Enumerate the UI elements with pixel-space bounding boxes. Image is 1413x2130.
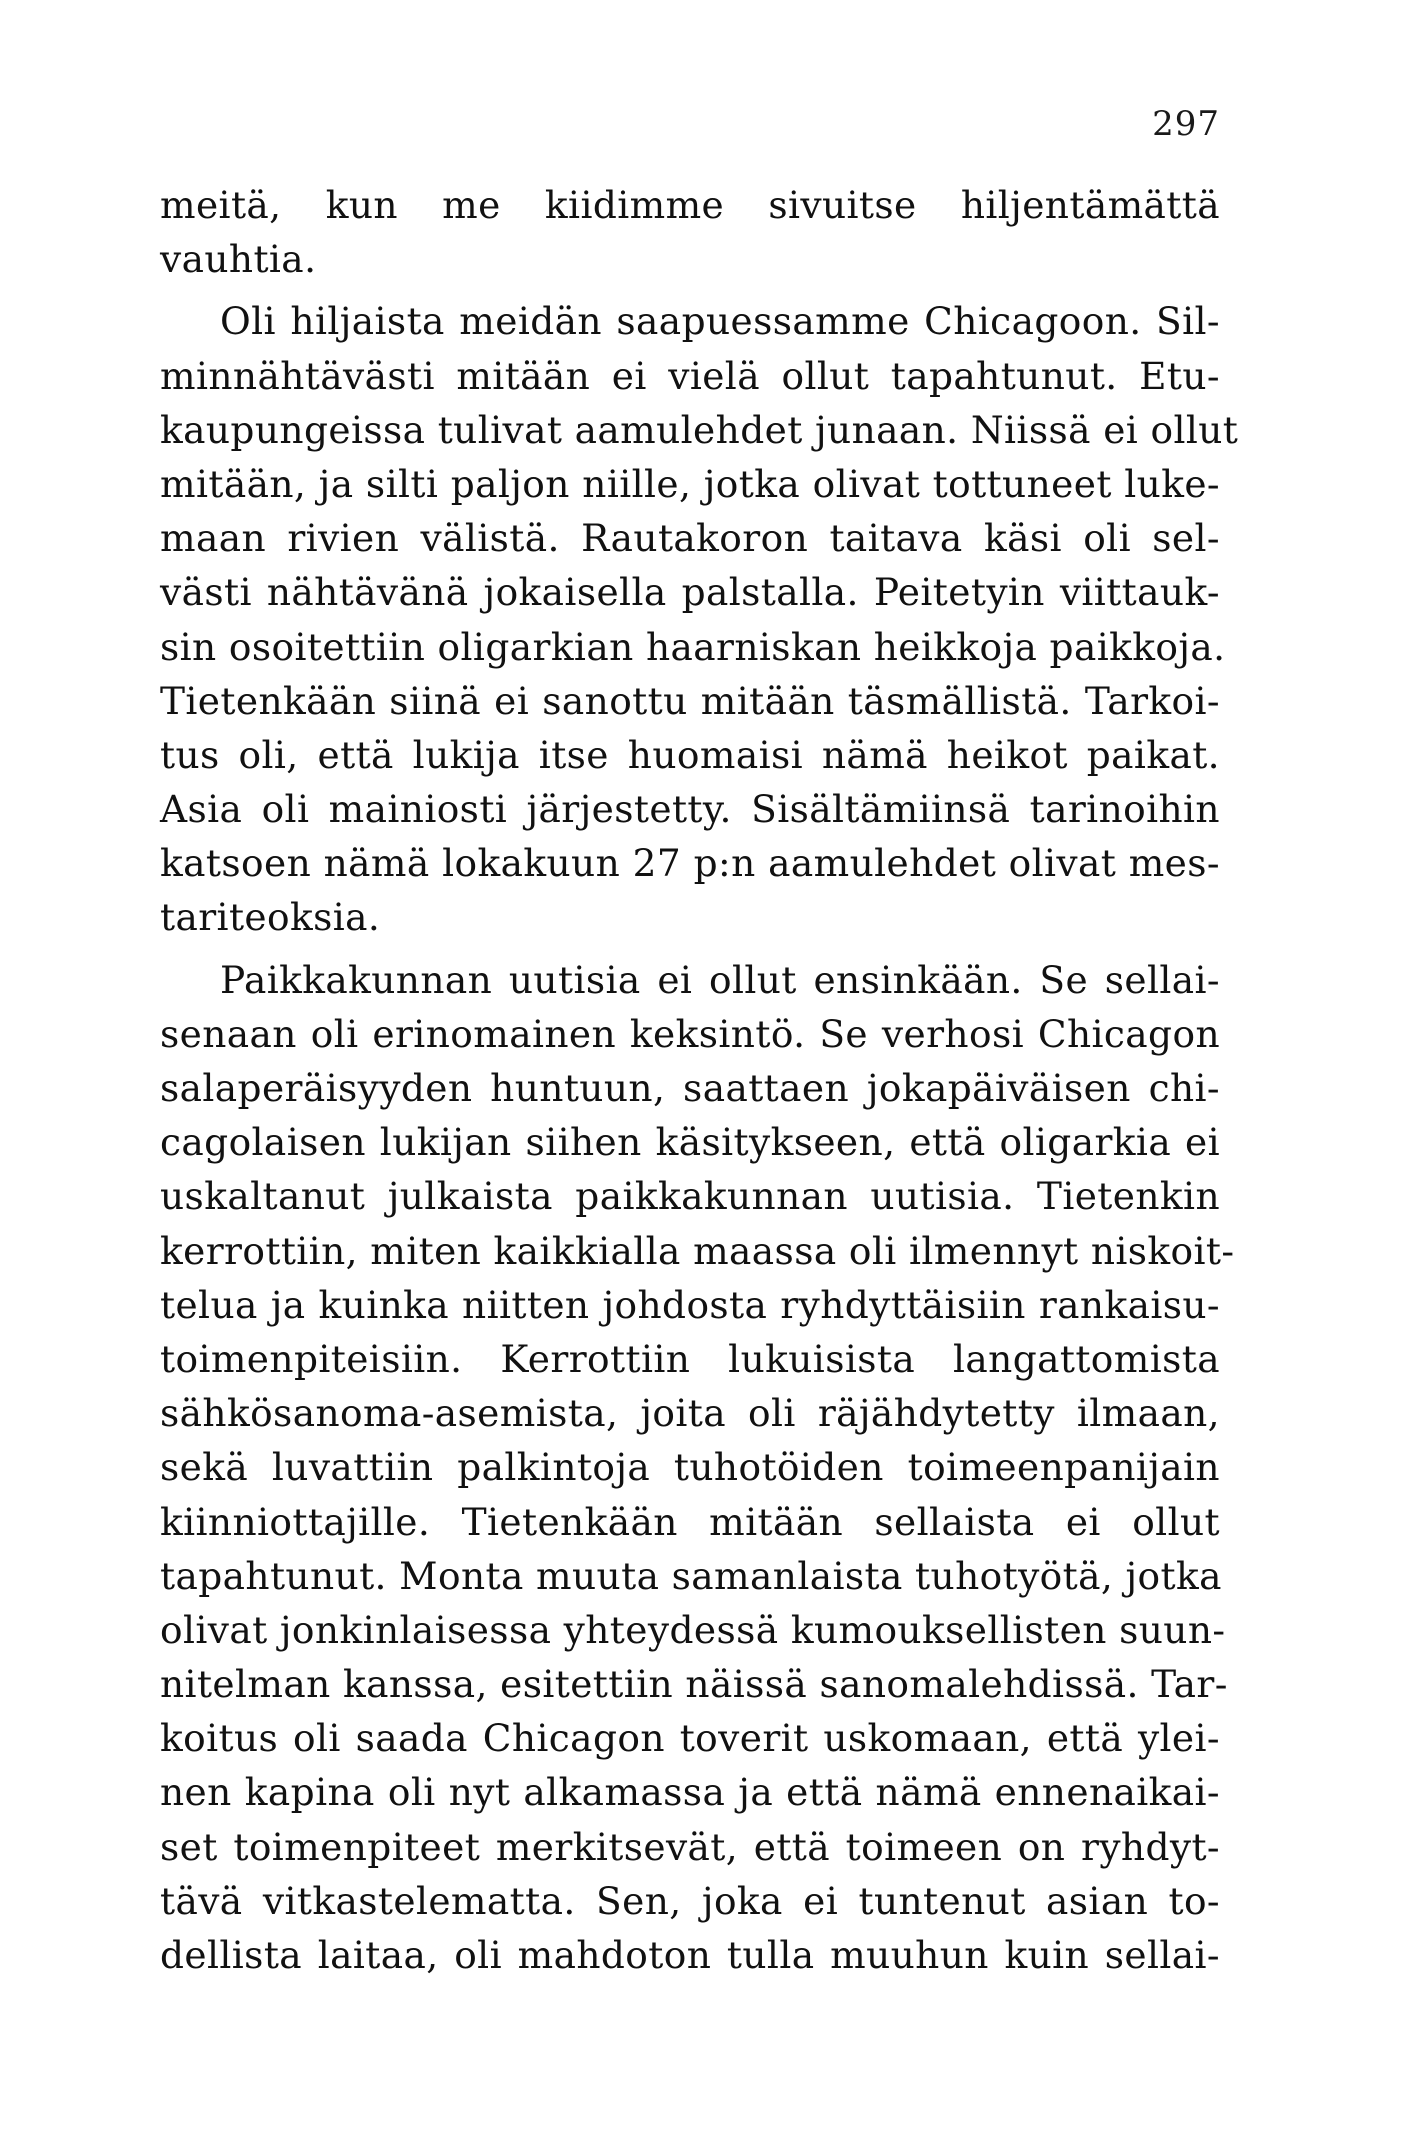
text-line: Asia oli mainiosti järjestetty. Sisältämiinsä tarinoihin [160, 787, 1220, 832]
text-line: toimenpiteisiin. Kerrottiin lukuisista langattomista [160, 1336, 1220, 1381]
text-line: nitelman kanssa, esitettiin näissä sanomalehdissä. Tar- [160, 1662, 1228, 1707]
text-line: tävä vitkastelematta. Sen, joka ei tuntenut asian to- [160, 1878, 1220, 1923]
text-line: sin osoitettiin oligarkian haarniskan heikkoja paikkoja. [160, 624, 1226, 669]
body-text [160, 178, 1239, 1982]
text-line: kerrottiin, miten kaikkialla maassa oli ilmennyt niskoit- [160, 1228, 1235, 1273]
text-line: västi nähtävänä jokaisella palstalla. Peitetyin viittauk- [160, 570, 1220, 615]
text-line: nen kapina oli nyt alkamassa ja että nämä ennenaikai- [160, 1770, 1220, 1815]
text-line: tus oli, että lukija itse huomaisi nämä heikot paikat. [160, 732, 1220, 777]
paragraph [160, 294, 1239, 944]
text-line: tapahtunut. Monta muuta samanlaista tuhotyötä, jotka [160, 1553, 1222, 1598]
text-line: katsoen nämä lokakuun 27 p:n aamulehdet olivat mes- [160, 841, 1220, 886]
text-line: sekä luvattiin palkintoja tuhotöiden toimeenpanijain [160, 1445, 1220, 1490]
text-line: senaan oli erinomainen keksintö. Se verhosi Chicagon [160, 1011, 1220, 1056]
text-line: telua ja kuinka niitten johdosta ryhdyttäisiin rankaisu- [160, 1282, 1220, 1327]
text-line: maan rivien välistä. Rautakoron taitava käsi oli sel- [160, 516, 1220, 561]
text-line: dellista laitaa, oli mahdoton tulla muuhun kuin sellai- [160, 1933, 1220, 1977]
text-line: salaperäisyyden huntuun, saattaen jokapäiväisen chi- [160, 1066, 1220, 1110]
text-line: Paikkakunnan uutisia ei ollut ensinkään. Se sellai- [220, 957, 1220, 1002]
text-line: cagolaisen lukijan siihen käsitykseen, että oligarkia ei [160, 1120, 1220, 1165]
text-line: tariteoksia. [160, 895, 381, 940]
text-line: Oli hiljaista meidän saapuessamme Chicagoon. Sil- [220, 299, 1220, 344]
text-line: olivat jonkinlaisessa yhteydessä kumouksellisten suun- [160, 1607, 1226, 1652]
text-line: mitään, ja silti paljon niille, jotka olivat tottuneet luke- [160, 461, 1220, 506]
text-line: kaupungeissa tulivat aamulehdet junaan. Niissä ei ollut [160, 407, 1239, 452]
text-line: koitus oli saada Chicagon toverit uskomaan, että ylei- [160, 1716, 1220, 1761]
text-line: minnähtävästi mitään ei vielä ollut tapahtunut. Etu- [160, 353, 1220, 398]
paragraph [160, 178, 1220, 286]
page-number: 297 [1152, 104, 1220, 144]
text-line: meitä, kun me kiidimme sivuitse hiljentämättä [160, 183, 1220, 227]
text-line: set toimenpiteet merkitsevät, että toimeen on ryhdyt- [160, 1824, 1220, 1869]
paragraph [160, 953, 1235, 1983]
text-line: sähkösanoma-asemista, joita oli räjähdytetty ilmaan, [160, 1391, 1220, 1436]
text-line: Tietenkään siinä ei sanottu mitään täsmällistä. Tarkoi- [160, 678, 1220, 723]
text-line: vauhtia. [160, 237, 317, 282]
text-line: uskaltanut julkaista paikkakunnan uutisia. Tietenkin [160, 1174, 1220, 1219]
text-line: kiinniottajille. Tietenkään mitään sellaista ei ollut [160, 1499, 1220, 1544]
